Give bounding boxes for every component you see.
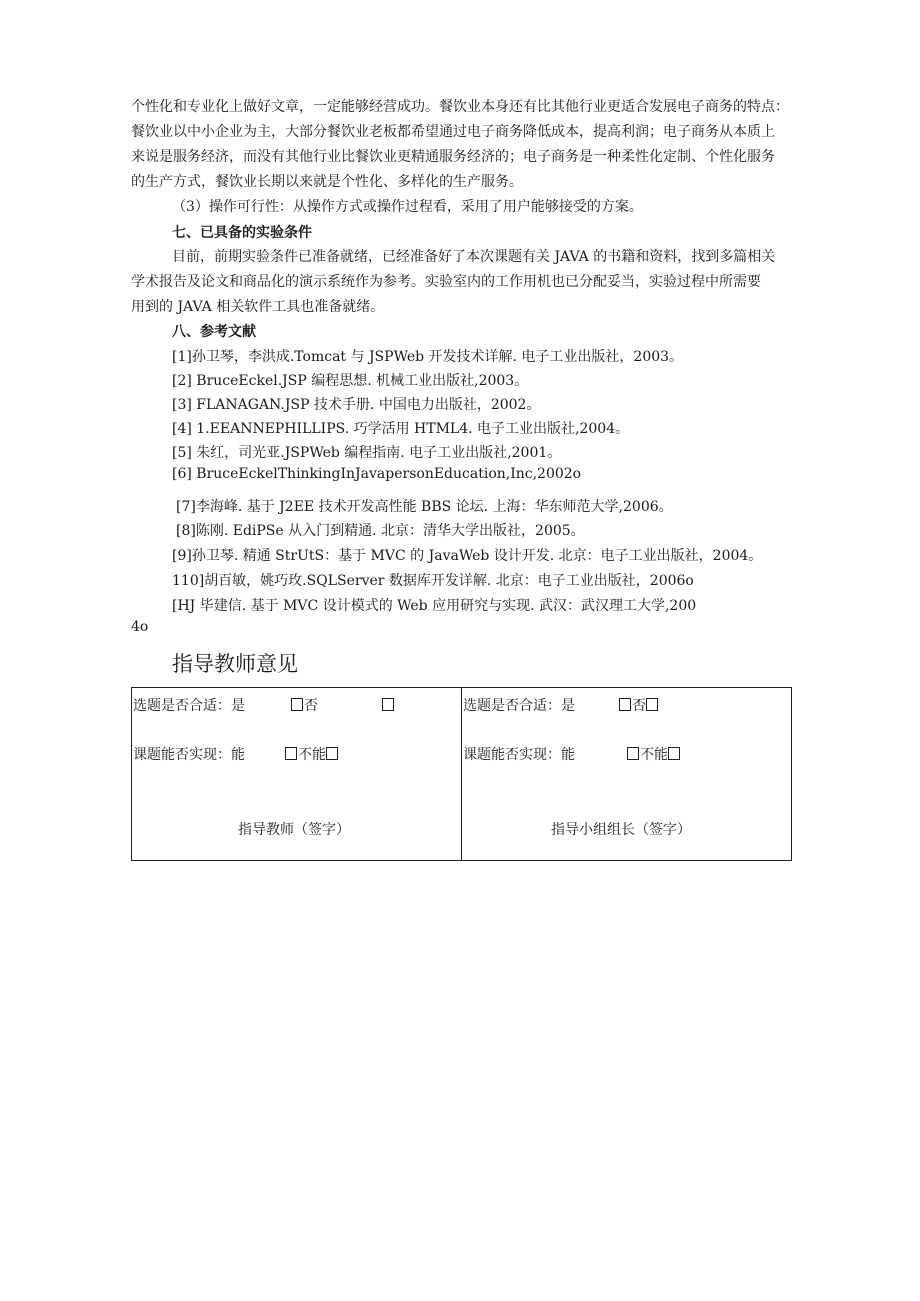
reference-item: [2] BruceEckel.JSP 编程思想. 机械工业出版社,2003。 [172, 373, 529, 389]
can-checkbox[interactable] [285, 747, 297, 760]
yes-checkbox[interactable] [291, 698, 303, 711]
topic-suitable-row [463, 695, 659, 715]
reference-item: [3] FLANAGAN.JSP 技术手册. 中国电力出版社，2002。 [172, 397, 541, 413]
cannot-checkbox[interactable] [668, 747, 680, 760]
no-label: 否 [304, 698, 318, 714]
body-text-line: 的生产方式，餐饮业长期以来就是个性化、多样化的生产服务。 [131, 174, 523, 190]
topic-suitable-label: 选题是否合适：是 [463, 698, 575, 714]
group-leader-signature-label: 指导小组组长（签字） [551, 822, 691, 838]
group-leader-opinion-cell [462, 688, 792, 861]
body-text-line: 来说是服务经济，而没有其他行业比餐饮业更精通服务经济的；电子商务是一种柔性化定制、个性化服务 [131, 149, 775, 165]
reference-tail: 4o [131, 619, 149, 635]
reference-item: [6] BruceEckelThinkingInJavapersonEducation,Inc,2002o [172, 466, 582, 482]
reference-item: [8]陈刚. EdiPSe 从入门到精通. 北京：清华大学出版社，2005。 [176, 523, 585, 539]
body-text-line: 餐饮业以中小企业为主，大部分餐饮业老板都希望通过电子商务降低成本，提高利润；电子商务从本质上 [131, 124, 775, 140]
no-checkbox[interactable] [382, 698, 394, 711]
no-checkbox[interactable] [646, 698, 658, 711]
opinion-title: 指导教师意见 [172, 652, 298, 676]
reference-item: 110]胡百敏，姚巧玫.SQLServer 数据库开发详解. 北京：电子工业出版社，2006o [172, 573, 694, 589]
advisor-signature-label: 指导教师（签字） [238, 822, 350, 838]
section-heading-conditions: 七、已具备的实验条件 [172, 225, 312, 241]
body-text-line: 目前，前期实验条件已准备就绪，已经准备好了本次课题有关 JAVA 的书籍和资料，找到多篇相关 [172, 249, 776, 265]
reference-item: [7]李海峰. 基于 J2EE 技术开发高性能 BBS 论坛. 上海：华东师范大学,2006。 [176, 499, 673, 515]
cannot-checkbox[interactable] [326, 747, 338, 760]
topic-suitable-label: 选题是否合适：是 [133, 698, 245, 714]
reference-item: [4] 1.EEANNEPHILLIPS. 巧学活用 HTML4. 电子工业出版社,2004。 [172, 421, 630, 437]
section-heading-references: 八、参考文献 [172, 324, 256, 340]
feasible-row [133, 744, 339, 764]
advisor-opinion-cell [132, 688, 462, 861]
reference-item: [HJ 毕建信. 基于 MVC 设计模式的 Web 应用研究与实现. 武汉：武汉理工大学,200 [172, 598, 697, 614]
topic-suitable-row [133, 695, 395, 715]
feasible-label: 课题能否实现：能 [463, 747, 575, 763]
can-checkbox[interactable] [627, 747, 639, 760]
cannot-label: 不能 [640, 747, 668, 763]
body-text-line: 个性化和专业化上做好文章，一定能够经营成功。餐饮业本身还有比其他行业更适合发展电子商务的特点： [131, 99, 789, 115]
body-text-line: 用到的 JAVA 相关软件工具也准备就绪。 [131, 299, 385, 315]
reference-item: [9]孙卫琴. 精通 StrUtS：基于 MVC 的 JavaWeb 设计开发. 北京：电子工业出版社，2004。 [172, 548, 763, 564]
opinion-table [131, 687, 792, 861]
reference-item: [5] 朱红，司光亚.JSPWeb 编程指南. 电子工业出版社,2001。 [172, 445, 562, 461]
body-text-line: 学术报告及论文和商品化的演示系统作为参考。实验室内的工作用机也已分配妥当，实验过程中所需要 [131, 274, 761, 290]
cannot-label: 不能 [298, 747, 326, 763]
reference-item: [1]孙卫琴，李洪成.Tomcat 与 JSPWeb 开发技术详解. 电子工业出版社，2003。 [172, 349, 684, 365]
body-text-line: （3）操作可行性：从操作方式或操作过程看，采用了用户能够接受的方案。 [172, 199, 643, 215]
no-label: 否 [632, 698, 646, 714]
feasible-label: 课题能否实现：能 [133, 747, 245, 763]
yes-checkbox[interactable] [619, 698, 631, 711]
feasible-row [463, 744, 681, 764]
